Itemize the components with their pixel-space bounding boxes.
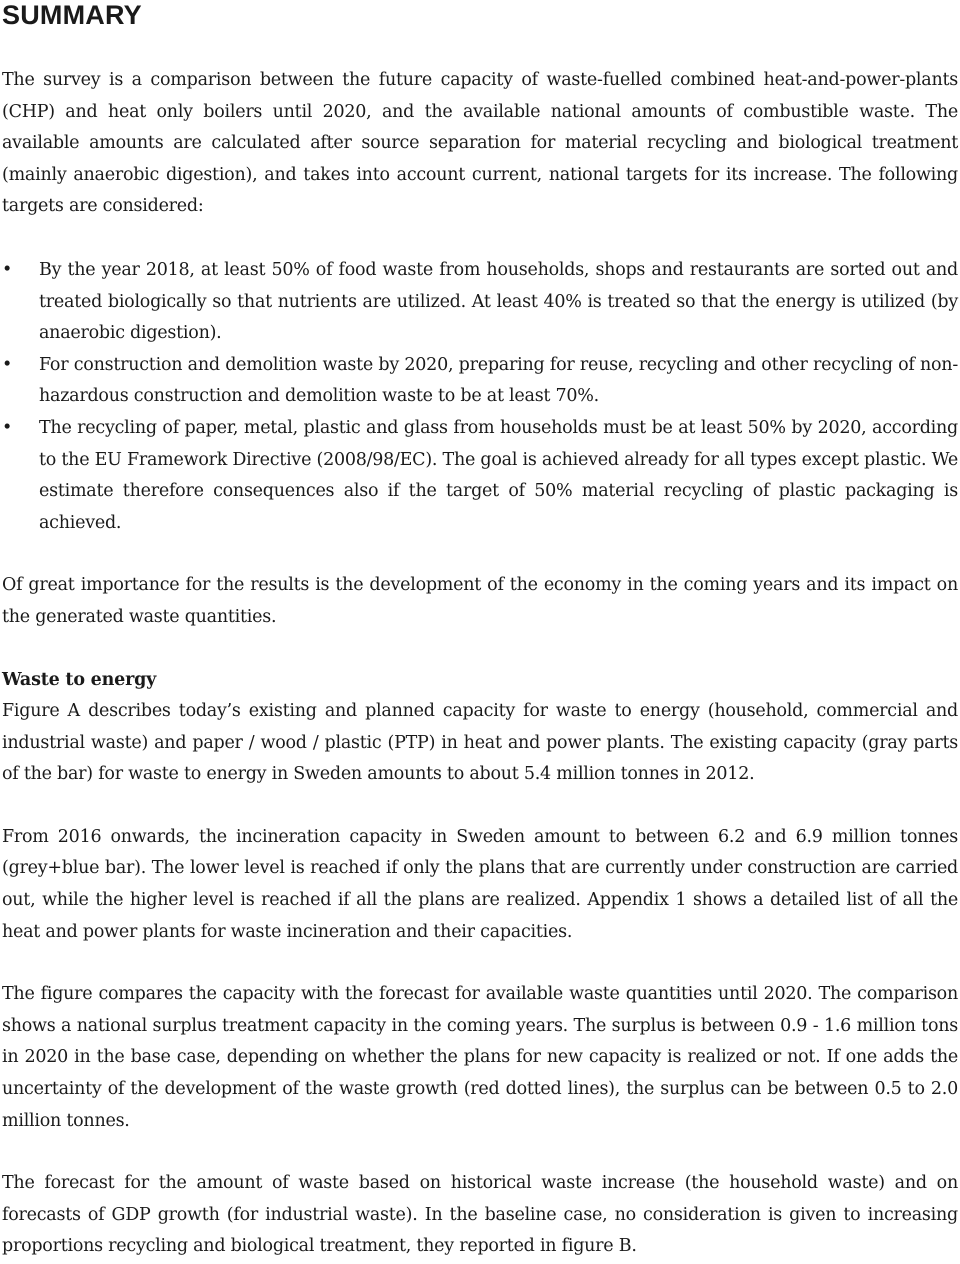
- bullet-icon: •: [2, 354, 13, 375]
- waste-to-energy-paragraph-4: The forecast for the amount of waste based on historical waste increase (the household waste) and on forecasts of GDP growth (for industrial waste). In the baseline case, no consideration is given to increasing proportions recycling and biological treatment, they reported in figure B.: [2, 1173, 958, 1257]
- waste-to-energy-paragraph-2: From 2016 onwards, the incineration capacity in Sweden amount to between 6.2 and 6.9 million tonnes (grey+blue bar). The lower level is reached if only the plans that are currently under construction are carried out, while the higher level is reached if all the plans are realized. Appendix 1 shows a detailed list of all the heat and power plants for waste incineration and their capacities.: [2, 826, 958, 942]
- list-item-text: The recycling of paper, metal, plastic and glass from households must be at least 50% by 2020, according to the EU Framework Directive (2008/98/EC). The goal is achieved already for all types except plastic. We estimate therefore consequences also if the target of 50% material recycling of plastic packaging is achieved.: [39, 417, 958, 533]
- list-item-text: For construction and demolition waste by 2020, preparing for reuse, recycling and other recycling of non-hazardous construction and demolition waste to be at least 70%.: [39, 354, 958, 407]
- intro-paragraph: The survey is a comparison between the future capacity of waste-fuelled combined heat-and-power-plants (CHP) and heat only boilers until 2020, and the available national amounts of combustible waste. The available amounts are calculated after source separation for material recycling and biological treatment (mainly anaerobic digestion), and takes into account current, national targets for its increase. The following targets are considered:: [2, 70, 958, 217]
- list-item: [2, 255, 958, 350]
- waste-to-energy-paragraph-3: The figure compares the capacity with the forecast for available waste quantities until 2020. The comparison shows a national surplus treatment capacity in the coming years. The surplus is between 0.9 - 1.6 million tons in 2020 in the base case, depending on whether the plans for new capacity is realized or not. If one adds the uncertainty of the development of the waste growth (red dotted lines), the surplus can be between 0.5 to 2.0 million tonnes.: [2, 984, 958, 1131]
- list-item: [2, 413, 958, 539]
- waste-to-energy-paragraph-1: Figure A describes today’s existing and planned capacity for waste to energy (household, commercial and industrial waste) and paper / wood / plastic (PTP) in heat and power plants. The existing capacity (gray parts of the bar) for waste to energy in Sweden amounts to about 5.4 million tonnes in 2012.: [2, 701, 958, 785]
- bullet-icon: •: [2, 417, 13, 438]
- economy-paragraph: Of great importance for the results is the development of the economy in the coming years and its impact on the generated waste quantities.: [2, 575, 958, 627]
- list-item-text: By the year 2018, at least 50% of food waste from households, shops and restaurants are sorted out and treated biologically so that nutrients are utilized. At least 40% is treated so that the energy is utilized (by anaerobic digestion).: [39, 259, 958, 344]
- page-title: SUMMARY: [2, 0, 142, 30]
- section-heading-waste-to-energy: Waste to energy: [2, 669, 157, 690]
- bullet-icon: •: [2, 259, 13, 280]
- targets-list: [2, 255, 958, 539]
- document-page: [2, 0, 958, 1263]
- list-item: [2, 350, 958, 413]
